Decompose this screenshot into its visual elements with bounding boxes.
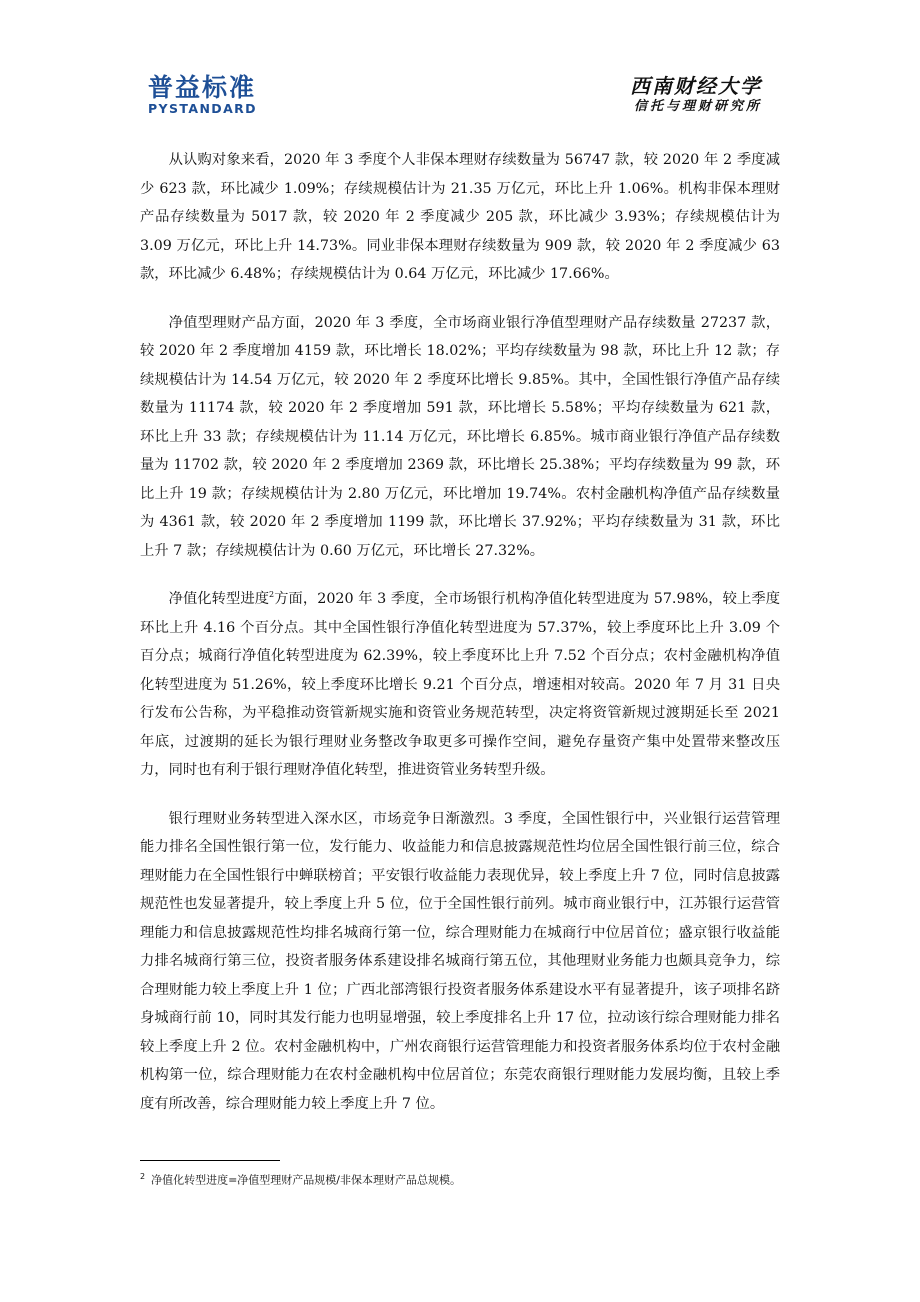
paragraph-continuation-text: 方面，2020 年 3 季度，全市场银行机构净值化转型进度为 57.98%，较上季度环比上升 4.16 个百分点。其中全国性银行净值化转型进度为 57.37%，较上季度环比上升 3.09 个百分点；城商行净值化转型进度为 62.39%，较上季度环比上升 7.52 个百分点；农村金融机构净值化转型进度为 51.26%，较上季度环比增长 9.21 个百分点，增速相对较高。2020 年 7 月 31 日央行发布公告称，为平稳推动资管新规实施和资管业务规范转型，决定将资管新规过渡期延长至 2021 年底，过渡期的延长为银行理财业务整改争取更多可操作空间，避免存量资产集中处置带来整改压力，同时也有利于银行理财净值化转型，推进资管业务转型升级。: [140, 591, 781, 778]
footnote: [140, 1169, 780, 1189]
footnote-reference: 2: [269, 590, 275, 600]
pystandard-logo-en: PYSTANDARD: [148, 101, 257, 116]
paragraph-subscription-objects: 从认购对象来看，2020 年 3 季度个人非保本理财存续数量为 56747 款，较 2020 年 2 季度减少 623 款，环比减少 1.09%；存续规模估计为 21.35 万亿元，环比上升 1.06%。机构非保本理财产品存续数量为 5017 款，较 2020 年 2 季度减少 205 款，环比减少 3.93%；存续规模估计为 3.09 万亿元，环比上升 14.73%。同业非保本理财存续数量为 909 款，较 2020 年 2 季度减少 63 款，环比减少 6.48%；存续规模估计为 0.64 万亿元，环比减少 17.66%。: [140, 152, 780, 282]
footnote-text: 净值化转型进度=净值型理财产品规模/非保本理财产品总规模。: [151, 1173, 462, 1187]
footnote-number: 2: [140, 1172, 146, 1181]
page-header: [0, 0, 920, 130]
pystandard-logo-cn: 普益标准: [148, 73, 257, 102]
footnote-divider: [140, 1160, 280, 1161]
swufe-logo-university: 西南财经大学: [630, 74, 762, 98]
paragraph-bank-competition: 银行理财业务转型进入深水区，市场竞争日渐激烈。3 季度，全国性银行中，兴业银行运营管理能力排名全国性银行第一位，发行能力、收益能力和信息披露规范性均位居全国性银行前三位，综合理财能力在全国性银行中蝉联榜首；平安银行收益能力表现优异，较上季度上升 7 位，同时信息披露规范性也发显著提升，较上季度上升 5 位，位于全国性银行前列。城市商业银行中，江苏银行运营管理能力和信息披露规范性均排名城商行第一位，综合理财能力在城商行中位居首位；盛京银行收益能力排名城商行第三位，投资者服务体系建设排名城商行第五位，其他理财业务能力也颇具竞争力，综合理财能力较上季度上升 1 位；广西北部湾银行投资者服务体系建设水平有显著提升，该子项排名跻身城商行前 10，同时其发行能力也明显增强，较上季度排名上升 17 位，拉动该行综合理财能力排名较上季度上升 2 位。农村金融机构中，广州农商银行运营管理能力和投资者服务体系均位于农村金融机构第一位，综合理财能力在农村金融机构中位居首位；东莞农商银行理财能力发展均衡，且较上季度有所改善，综合理财能力较上季度上升 7 位。: [140, 810, 780, 1112]
paragraph-transformation-progress: [140, 585, 780, 785]
document-body: [140, 146, 780, 1138]
paragraph-net-value-products: 净值型理财产品方面，2020 年 3 季度，全市场商业银行净值型理财产品存续数量 27237 款，较 2020 年 2 季度增加 4159 款，环比增长 18.02%；平均存续数量为 98 款，环比上升 12 款；存续规模估计为 14.54 万亿元，较 2020 年 2 季度环比增长 9.85%。其中，全国性银行净值产品存续数量为 11174 款，较 2020 年 2 季度增加 591 款，环比增长 5.58%；平均存续数量为 621 款，环比上升 33 款；存续规模估计为 11.14 万亿元，环比增长 6.85%。城市商业银行净值产品存续数量为 11702 款，较 2020 年 2 季度增加 2369 款，环比增长 25.38%；平均存续数量为 99 款，环比上升 19 款；存续规模估计为 2.80 万亿元，环比增加 19.74%。农村金融机构净值产品存续数量为 4361 款，较 2020 年 2 季度增加 1199 款，环比增长 37.92%；平均存续数量为 31 款，环比上升 7 款；存续规模估计为 0.60 万亿元，环比增长 27.32%。: [140, 314, 780, 559]
swufe-logo-institute: 信托与理财研究所: [633, 99, 762, 114]
pystandard-logo: [148, 74, 257, 116]
paragraph-lead-text: 净值化转型进度: [168, 591, 270, 607]
swufe-logo: [630, 74, 762, 116]
